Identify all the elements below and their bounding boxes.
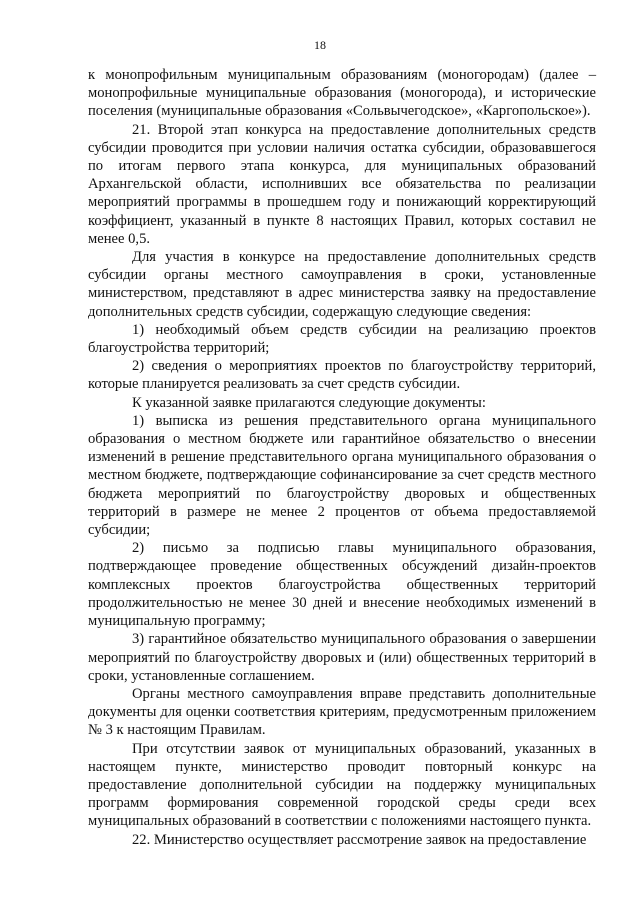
list-item-head-letter: 2) письмо за подписью главы муниципального образования, подтверждающее проведение общественных обсуждений дизайн-проектов комплексных проектов благоустройства общественных территорий продолжительностью не менее 30 дней и внесение необходимых изменений в муниципальную программу; (88, 540, 596, 630)
paragraph-item-21: 21. Второй этап конкурса на предоставление дополнительных средств субсидии проводится при условии наличия остатка субсидии, образовавшегося по итогам первого этапа конкурса, для муниципальных образований Архангельской области, исполнивших все обязательства по реализации мероприятий программы в прошедшем году и понижающий корректирующий коэффициент, указанный в пункте 8 настоящих Правил, которых составил не менее 0,5. (88, 121, 596, 247)
list-item-budget-extract: 1) выписка из решения представительного органа муниципального образования о местном бюджете или гарантийное обязательство о внесении изменений в решение представительного органа муниципального образования о местном бюджете, подтверждающие софинансирование за счет средств местного бюджета мероприятий по благоустройству дворовых и общественных территорий в размере не менее 2 процентов от объема предоставляемой субсидии; (88, 412, 596, 539)
paragraph-continuation: к монопрофильным муниципальным образованиям (моногородам) (далее – монопрофильные муниципальные образования (моногорода), и исторические поселения (муниципальные образования «Сольвычегодское», «Каргопольское»). (88, 67, 596, 120)
paragraph-participation-conditions: Для участия в конкурсе на предоставление дополнительных средств субсидии органы местного самоуправления в сроки, установленные министерством, представляют в адрес министерства заявку на предоставление дополнительных средств субсидии, содержащую следующие сведения: (88, 249, 596, 320)
paragraph-repeat-contest: При отсутствии заявок от муниципальных образований, указанных в настоящем пункте, министерство проводит повторный конкурс на предоставление дополнительной субсидии на поддержку муниципальных программ формирования современной городской среды среди всех муниципальных образований в соответствии с положениями настоящего пункта. (88, 740, 596, 830)
body-text (88, 66, 596, 849)
paragraph-additional-documents: Органы местного самоуправления вправе представить дополнительные документы для оценки соответствия критериям, предусмотренным приложением № 3 к настоящим Правилам. (88, 685, 596, 739)
paragraph-item-22: 22. Министерство осуществляет рассмотрение заявок на предоставление (132, 831, 587, 848)
list-item-subsidy-volume: 1) необходимый объем средств субсидии на реализацию проектов благоустройства территорий; (88, 321, 596, 357)
paragraph-attached-documents: К указанной заявке прилагаются следующие документы: (132, 394, 486, 411)
list-item-project-measures: 2) сведения о мероприятиях проектов по благоустройству территорий, которые планируется реализовать за счет средств субсидии. (88, 358, 596, 393)
list-item-guarantee-obligation: 3) гарантийное обязательство муниципального образования о завершении мероприятий по благоустройству дворовых и (или) общественных территорий в сроки, установленные соглашением. (88, 631, 596, 684)
page-number: 18 (314, 38, 326, 52)
